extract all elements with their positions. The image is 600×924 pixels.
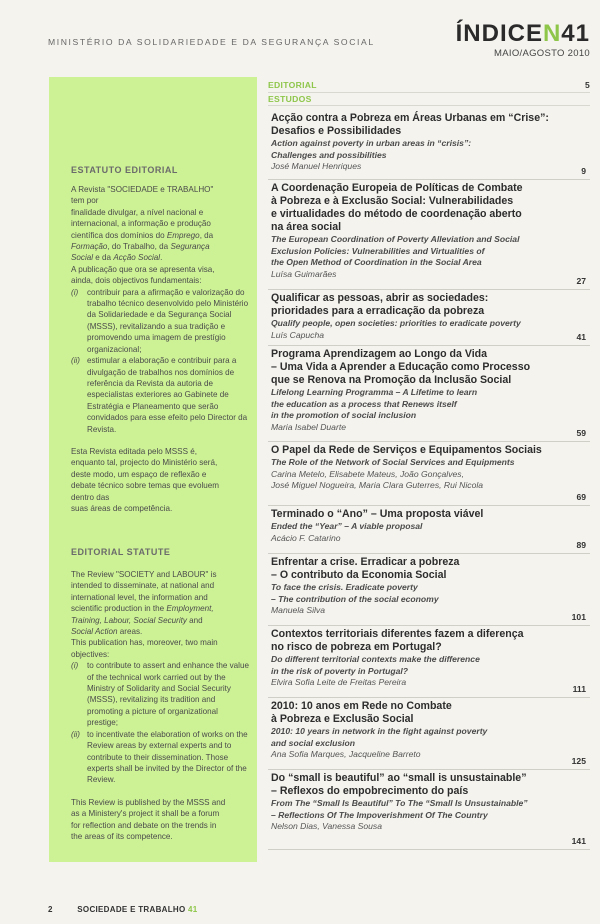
article-authors: Luísa Guimarães	[271, 268, 337, 279]
text-line: A publicação que ora se apresenta visa,	[71, 264, 215, 274]
text-span: scientific production in the	[71, 604, 167, 614]
text-line: for reflection and debate on the trends in	[71, 820, 217, 830]
text-span: , do Trabalho, da	[107, 242, 171, 252]
text-span: Segurança	[170, 242, 210, 252]
article-page-number: 59	[576, 428, 586, 438]
editorial-row[interactable]	[268, 80, 590, 93]
toc-entry[interactable]	[268, 292, 590, 346]
text-line: finalidade divulgar, a nível nacional e	[71, 207, 204, 217]
article-authors: Carina Metelo, Elisabete Mateus, João Gonçalves,	[271, 468, 464, 479]
brand-title	[456, 22, 590, 46]
article-subtitle: 2010: 10 years in network in the fight against poverty	[271, 726, 488, 736]
toc-entry[interactable]	[268, 182, 590, 290]
text-line: This Review is published by the MSSS and	[71, 797, 226, 807]
article-authors: Acácio F. Catarino	[271, 532, 341, 543]
issue-date: MAIO/AGOSTO 2010	[494, 48, 590, 59]
article-subtitle: Qualify people, open societies: priorities to eradicate poverty	[271, 318, 521, 328]
article-subtitle: Exclusion Policies: Vulnerabilities and Virtualities of	[271, 245, 485, 256]
article-title: – O contributo da Economia Social	[271, 569, 447, 581]
article-authors: Manuela Silva	[271, 605, 325, 615]
text-span: .	[160, 253, 163, 263]
article-subtitle: in the promotion of social inclusion	[271, 410, 417, 420]
objective-item	[71, 729, 249, 786]
article-subtitle: Action against poverty in urban areas in “crisis”:	[271, 138, 472, 148]
article-page-number: 27	[576, 276, 586, 286]
toc-entry[interactable]	[268, 112, 590, 180]
article-title: e virtualidades do método de coordenação aberto	[271, 208, 522, 220]
editorial-statute-panel	[49, 77, 257, 862]
article-subtitle: Ended the “Year” – A viable proposal	[271, 521, 423, 531]
editorial-page: 5	[584, 80, 590, 90]
issue-number: 41	[188, 905, 198, 914]
text-span: Formação	[71, 242, 108, 252]
journal-name: SOCIEDADE E TRABALHO	[77, 905, 186, 914]
text-span: areas.	[117, 627, 143, 637]
article-title: Contextos territoriais diferentes fazem a diferença	[271, 628, 524, 640]
page-footer	[48, 905, 198, 914]
article-title: prioridades para a erradicação da pobreza	[271, 305, 485, 317]
text-line	[71, 626, 249, 637]
text-line: debate técnico sobre temas que evoluem	[71, 481, 220, 491]
article-subtitle: – The contribution of the social economy	[271, 593, 439, 604]
text-span: Social	[71, 253, 94, 263]
article-title: A Coordenação Europeia de Políticas de Combate	[271, 182, 523, 194]
studies-label: ESTUDOS	[268, 93, 590, 106]
brand-block	[456, 22, 590, 59]
article-subtitle: the Open Method of Coordination in the Social Area	[271, 257, 482, 267]
article-title: à Pobreza e Exclusão Social	[271, 713, 414, 725]
article-page-number: 141	[571, 836, 586, 846]
article-title: Enfrentar a crise. Erradicar a pobreza	[271, 556, 460, 568]
article-title: no risco de pobreza em Portugal?	[271, 641, 442, 653]
editorial-label: EDITORIAL	[268, 80, 317, 90]
text-span: Emprego	[166, 230, 200, 240]
article-page-number: 125	[571, 756, 586, 766]
article-authors: Ana Sofia Marques, Jacqueline Barreto	[271, 749, 421, 759]
article-authors: José Miguel Nogueira, Maria Clara Guterres, Rui Nicola	[271, 480, 484, 490]
toc-entry[interactable]	[268, 348, 590, 442]
article-title: na área social	[271, 221, 342, 233]
objective-text: to incentivate the elaboration of works on the Review areas by external experts and to contribute to their dissemination. Those experts shall be invited by the Director of the Review.	[87, 729, 248, 785]
objective-item	[71, 355, 249, 435]
article-title: – Reflexos do empobrecimento do país	[271, 785, 469, 797]
article-page-number: 89	[576, 540, 586, 550]
table-of-contents	[268, 80, 590, 106]
article-subtitle: Challenges and possibilities	[271, 149, 387, 160]
text-span: Acção Social	[113, 253, 161, 263]
article-subtitle: Do different territorial contexts make the difference	[271, 654, 480, 664]
article-subtitle: and social exclusion	[271, 737, 356, 748]
text-line: The Review "SOCIETY and LABOUR" is	[71, 570, 217, 579]
text-line: A Revista "SOCIEDADE e TRABALHO"	[71, 185, 214, 194]
text-span: Training, Labour, Social Security	[71, 615, 187, 625]
article-subtitle: To face the crisis. Eradicate poverty	[271, 582, 418, 592]
text-span: , da	[199, 230, 214, 240]
article-title: Acção contra a Pobreza em Áreas Urbanas em “Crise”:	[271, 112, 549, 124]
text-line: international level, the information and	[71, 592, 208, 602]
text-line: tem por	[71, 196, 99, 206]
text-line: objectives:	[71, 649, 110, 659]
text-line	[71, 230, 249, 241]
toc-entry[interactable]	[268, 556, 590, 626]
text-span: and	[186, 615, 203, 625]
article-subtitle: – Reflections Of The Impoverishment Of The Country	[271, 809, 488, 820]
objective-item	[71, 287, 249, 355]
objective-text: contribuir para a afirmação e valorização do trabalho técnico desenvolvido pelo Ministério da Solidariedade e da Segurança Social (MSSS), revitalizando a sua tradição e promovendo uma imagem de prestígio organizacional;	[87, 287, 249, 354]
text-line: the areas of its competence.	[71, 831, 173, 841]
article-subtitle: From The “Small Is Beautiful” To The “Small Is Unsustainable”	[271, 798, 528, 808]
text-line: as a Ministery's project it shall be a forum	[71, 809, 220, 819]
text-line: Esta Revista editada pelo MSSS é,	[71, 446, 197, 456]
article-page-number: 111	[572, 684, 586, 694]
brand-number: 41	[561, 20, 590, 47]
article-authors: Elvira Sofia Leite de Freitas Pereira	[271, 677, 407, 687]
objective-number: (ii)	[71, 729, 80, 739]
article-title: – Uma Vida a Aprender a Educação como Processo	[271, 361, 531, 373]
article-title: que se Renova na Promoção da Inclusão Social	[271, 374, 512, 386]
article-subtitle: in the risk of poverty in Portugal?	[271, 665, 409, 676]
article-subtitle: the education as a process that Renews itself	[271, 398, 457, 409]
toc-entry[interactable]	[268, 508, 590, 554]
text-line: enquanto tal, projecto do Ministério será,	[71, 458, 218, 468]
article-authors: Luís Capucha	[271, 329, 325, 340]
objective-number: (ii)	[71, 356, 80, 366]
text-line: suas áreas de competência.	[71, 503, 173, 513]
text-line: ainda, dois objectivos fundamentais:	[71, 276, 202, 286]
text-line: deste modo, um espaço de reflexão e	[71, 469, 207, 479]
pt-statute-text	[71, 184, 249, 514]
article-title: Desafios e Possibilidades	[271, 125, 402, 137]
article-title: O Papel da Rede de Serviços e Equipamentos Sociais	[271, 444, 542, 456]
article-page-number: 9	[581, 166, 586, 176]
page-number: 2	[48, 905, 53, 914]
article-title: Qualificar as pessoas, abrir as sociedades:	[271, 292, 489, 304]
article-page-number: 101	[571, 612, 586, 622]
article-subtitle: Lifelong Learning Programma – A Lifetime to learn	[271, 387, 478, 397]
article-title: Do “small is beautiful” ao “small is unsustainable”	[271, 772, 527, 784]
article-authors: Maria Isabel Duarte	[271, 421, 346, 432]
toc-entry[interactable]	[268, 772, 590, 850]
pt-statute-heading: ESTATUTO EDITORIAL	[71, 165, 178, 175]
text-span: e da	[93, 253, 114, 263]
text-span: Employment,	[166, 604, 214, 614]
article-authors: José Manuel Henriques	[271, 161, 362, 171]
toc-entry[interactable]	[268, 444, 590, 506]
objective-text: estimular a elaboração e contribuir para a divulgação de trabalhos nos domínios de referência da Revista da autoria de especialistas exteriores ao Gabinete de Estratégia e Planeamento que serão convidados para esse efeito pelo Director da Revista.	[87, 356, 248, 434]
article-title: Programa Aprendizagem ao Longo da Vida	[271, 348, 488, 360]
article-title: 2010: 10 anos em Rede no Combate	[271, 700, 452, 712]
en-statute-heading: EDITORIAL STATUTE	[71, 547, 171, 557]
text-line	[71, 603, 249, 614]
article-title: à Pobreza e à Exclusão Social: Vulnerabilidades	[271, 195, 514, 207]
en-statute-text	[71, 569, 249, 842]
ministry-name: MINISTÉRIO DA SOLIDARIEDADE E DA SEGURANÇA SOCIAL	[48, 37, 375, 47]
article-title: Terminado o “Ano” – Uma proposta viável	[271, 508, 484, 520]
text-line: This publication has, moreover, two main	[71, 638, 218, 648]
text-line	[71, 241, 249, 252]
text-line	[71, 252, 249, 263]
objective-number: (i)	[71, 661, 79, 671]
text-line	[71, 615, 249, 626]
objective-number: (i)	[71, 287, 79, 297]
text-line: internacional, a informação e produção	[71, 219, 211, 229]
article-authors: Nelson Dias, Vanessa Sousa	[271, 821, 382, 831]
article-page-number: 41	[576, 332, 586, 342]
brand-prefix: ÍNDICE	[455, 20, 543, 47]
toc-entry[interactable]	[268, 700, 590, 770]
objective-text: to contribute to assert and enhance the value of the technical work carried out by the Ministry of Solidarity and Social Security (MSSS), revitalizing its tradition and promoting a picture of organizational prestige;	[87, 661, 249, 728]
toc-entry[interactable]	[268, 628, 590, 698]
article-subtitle: The European Coordination of Poverty Alleviation and Social	[271, 234, 520, 244]
text-line: dentro das	[71, 492, 110, 502]
text-span: Social Action	[71, 627, 118, 637]
objective-item	[71, 660, 249, 728]
article-page-number: 69	[576, 492, 586, 502]
text-line: intended to disseminate, at national and	[71, 581, 215, 591]
brand-letter: N	[542, 20, 562, 47]
text-span: científica dos domínios do	[71, 230, 167, 240]
article-subtitle: The Role of the Network of Social Services and Equipments	[271, 457, 515, 467]
